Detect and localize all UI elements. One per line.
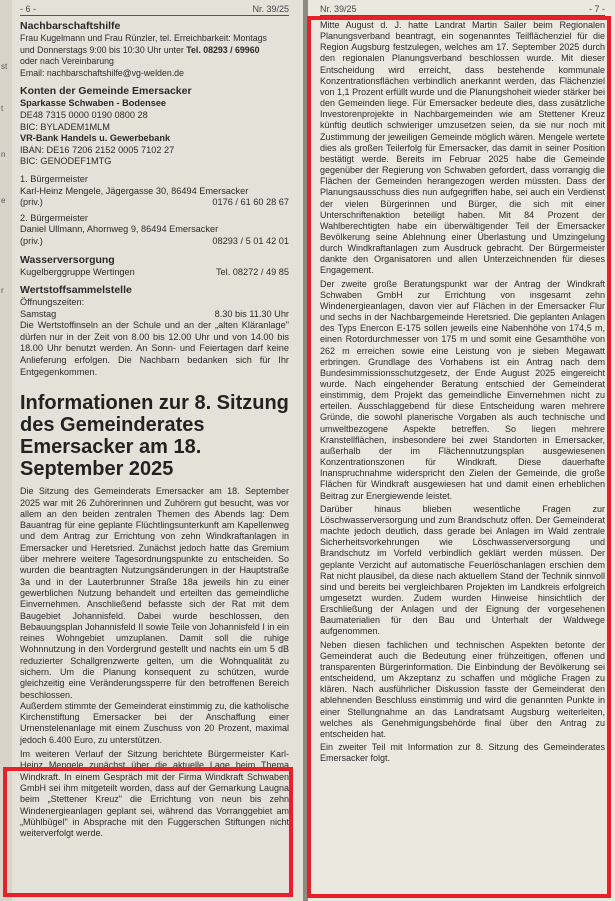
mayor-address: Daniel Ullmann, Ahornweg 9, 86494 Emersacker	[20, 224, 219, 235]
hours-label: Öffnungszeiten:	[20, 297, 85, 308]
hours-row	[20, 309, 289, 321]
article-paragraph: Außerdem stimmte der Gemeinderat einstimmig zu, die katholische Kirchenstiftung Emersacker bei der Anschaffung einer Urnenstelenanlage mit einem Zuschuss von 20 Prozent, maximal jedoch 6.400 Euro, zu unterstützen.	[20, 700, 289, 745]
edge-char: e	[1, 196, 6, 205]
bic: BIC: BYLADEM1MLM	[20, 121, 110, 132]
contact-text	[20, 45, 289, 57]
phone-number: Tel. 08272 / 49 85	[215, 266, 289, 277]
article-paragraph: Im weiteren Verlauf der Sitzung berichtete Bürgermeister Karl-Heinz Mengele zunächst über die aktuelle Lage beim Thema Windkraft. In einem Gespräch mit der Firma Windkraft Schwaben GmbH sei ihm mitgeteilt worden, dass auf der Gemarkung Laugna beim „Stettener Kreuz" die Errichtung von neun bis zehn Windenergieanlagen geplant sei, während das Vorranggebiet am „Mühlbügel" in Absprache mit den Fuggerschen Stiftungen nicht weiterverfolgt werde.	[20, 749, 289, 839]
bank-name: VR-Bank Handels u. Gewerbebank	[20, 133, 171, 144]
edge-char: r	[1, 286, 4, 295]
article-paragraph: Neben diesen fachlichen und technischen Aspekten betonte der Gemeinderat auch die Bedeutung einer frühzeitigen, offenen und transparenten Bürgerinformation. Die Einbindung der Bevölkerung sei entscheidend, um Akzeptanz zu schaffen und mögliche Fragen zu klären. Nach ausführlicher Diskussion fasste der Gemeinderat den ablehnenden Beschluss einstimmig und wird die genannten Punkte in einer Stellungnahme an das Landratsamt Augsburg weiterleiten, welches als Genehmigungsbehörde final über den Antrag zu entscheiden hat.	[320, 639, 605, 739]
phone-number: 0176 / 61 60 28 67	[212, 197, 289, 208]
phone-number: Tel. 08293 / 69960	[186, 44, 260, 55]
article-paragraph: Darüber hinaus blieben wesentliche Fragen zur Löschwasserversorgung und zum Brandschutz offen. Der Gemeinderat machte jedoch deutlich, dass gerade bei Anlagen im Wald zentrale Sicherheitsvorkehrungen wie Löschwasserversorgung und Brandschutz im Vorfeld verbindlich geklärt werden müssen. Der geplante Verzicht auf automatische Feuerlöschanlagen erschien dem Rat nicht plausibel, da diese nach aktuellem Stand der Technik sinnvoll sind und bereits bei vergleichbaren Projekten im Landkreis erfolgreich umgesetzt wurden. Zudem wurden Hinweise hinsichtlich der Erschließung der Anlagen und der Eignung der vorgesehenen Baumaterialien für den Bau und Unterhalt der Waldwege aufgenommen.	[320, 503, 605, 637]
right-page	[308, 0, 615, 901]
hours-day: Samstag	[20, 308, 57, 319]
water-row	[20, 267, 289, 279]
phone-number: 08293 / 5 01 42 01	[212, 235, 289, 246]
article-headline: Informationen zur 8. Sitzung des Gemeinderates Emersacker am 18. September 2025	[20, 392, 289, 481]
bic: BIC: GENODEF1MTG	[20, 156, 112, 167]
article-body	[20, 486, 289, 839]
left-page	[0, 0, 303, 901]
section-title-wertstoff: Wertstoffsammelstelle	[20, 284, 132, 297]
previous-page-edge	[0, 0, 12, 901]
mayor-address: Karl-Heinz Mengele, Jägergasse 30, 86494 Emersacker	[20, 185, 249, 196]
article-continuation	[320, 20, 605, 764]
article-paragraph: Die Sitzung des Gemeinderats Emersacker am 18. September 2025 war mit 26 Zuhörerinnen und Zuhörern gut besucht, was vor allem an den beiden zentralen Themen des Abends lag: Dem Bauantrag für eine geplante Flüchtlingsunterkunft am Kapellenweg und dem Antrag zur Errichtung von zehn Windkraftanlagen in Emersacker und Heretsried. Zunächst jedoch hatte das Gremium über mehrere weitere Tagesordnungspunkte zu entscheiden. So wurden die beantragten Nutzungsänderungen in der Hauptstraße 3a und in der Lauterbrunner Straße 18a jeweils hin zu einer gewerblichen Nutzung behandelt und erteilten das gemeindliche Einvernehmen. Anschließend befasste sich der Rat mit dem Baugebiet Johannisfeld. Dabei wurde beschlossen, den Bebauungsplan Johannisfeld II sowie Teile von Johannisfeld I in ein reines Wohngebiet umzuplanen. Damit soll die ruhige Wohnnutzung in den Vordergrund gestellt und nachts ein um 5 dB reduzierter Schallgrenzwerte gelten, um die Wohnqualität zu sichern. Um die Planung konsequent zu schützen, wurde gleichzeitig eine Veränderungssperre für den betroffenen Bereich beschlossen.	[20, 486, 289, 700]
section-title-wasser: Wasserversorgung	[20, 253, 115, 266]
page-number: - 6 -	[20, 4, 37, 14]
recycling-notice: Die Wertstoffinseln an der Schule und an der „alten Kläranlage" dürfen nur in der Zeit von 8.00 bis 12.00 Uhr und von 14.00 bis 18.00 Uhr benutzt werden. An Sonn- und Feiertagen darf keine Anlieferung erfolgen. Die Nachbarn bedanken sich für Ihr Entgegenkommen.	[20, 320, 289, 377]
priv-label: (priv.)	[20, 235, 43, 246]
iban: IBAN: DE16 7206 2152 0005 7102 27	[20, 144, 175, 155]
page-number: - 7 -	[588, 4, 605, 14]
section-title-nachbarschaftshilfe: Nachbarschaftshilfe	[20, 20, 121, 32]
issue-number: Nr. 39/25	[320, 4, 357, 14]
email-text: Email: nachbarschaftshilfe@vg-welden.de	[20, 67, 184, 78]
page-header-left	[20, 4, 289, 16]
edge-char: t	[1, 104, 4, 113]
contact-text: oder nach Vereinbarung	[20, 56, 114, 67]
article-paragraph: Mitte August d. J. hatte Landrat Martin Sailer beim Regionalen Planungsverband beantragt, ein sogenanntes Teilflächenziel für die Region Augsburg festzulegen, welches am 17. September 2025 durch den regionalen Planungsverband beschlossen wurde. Mit dieser Entscheidung wird erreicht, dass bestehende kommunale Konzentrationsflächen verbindlich anerkannt werden, das Flächenziel von 1,1 Prozent erfüllt wurde und die Planungshoheit wieder stärker bei den Gemeinden liege. Für Emersacker bedeute dies, dass zusätzliche Investorenprojekte in Nachbargemeinden wie am Stettener Kreuz künftig deutlich schwieriger umzusetzen seien, da sie nur noch mit Zustimmung der jeweiligen Gemeinde möglich wären. Mengele wertete dies als großen Teilerfolg für Emersacker, das damit in seiner Position bestätigt werde. Bereits im Februar 2025 habe die Gemeinde gegenüber der Regierung von Schwaben gefordert, dass vorrangig die Flächen der Gemeinden herangezogen werden müssten. Dass der Planungsausschuss dies nun aufgegriffen habe, sei auch ein Verdienst der vielen Bürgerinnen und Bürger, die sich mit einer Unterschriftenaktion beteiligt haben. Mit 84 Prozent der Wahlberechtigten habe ein überwältigender Teil der Emersacker Bevölkerung seine Ablehnung einer Überlastung und Umzingelung durch Windkraftanlagen zum Ausdruck gebracht. Der Bürgermeister dankte den Organisatoren und allen Unterzeichnenden für dieses Engagement.	[320, 20, 605, 276]
issue-number: Nr. 39/25	[252, 4, 289, 14]
bank-name: Sparkasse Schwaben - Bodensee	[20, 98, 167, 109]
mayor-title: 2. Bürgermeister	[20, 212, 88, 223]
mayor-title: 1. Bürgermeister	[20, 173, 88, 184]
hours-time: 8.30 bis 11.30 Uhr	[214, 308, 289, 319]
edge-char: n	[1, 150, 6, 159]
water-supplier: Kugelberggruppe Wertingen	[20, 266, 135, 277]
article-paragraph: Ein zweiter Teil mit Information zur 8. Sitzung des Gemeinderates Emersacker folgt.	[320, 742, 605, 764]
mayor-phone-row	[20, 197, 289, 209]
iban: DE48 7315 0000 0190 0800 28	[20, 109, 148, 120]
priv-label: (priv.)	[20, 197, 43, 208]
mayor-phone-row	[20, 236, 289, 248]
info-section	[20, 20, 289, 378]
page-header-right	[320, 4, 605, 16]
contact-text: Frau Kugelmann und Frau Rünzler, tel. Erreichbarkeit: Montags	[20, 33, 267, 43]
edge-char: st	[1, 62, 8, 71]
article-paragraph: Der zweite große Beratungspunkt war der Antrag der Windkraft Schwaben GmbH zur Errichtung von insgesamt zehn Windenergieanlagen, davon vier auf Flächen in der Emersacker Flur und sechs in der Nachbargemeinde Heretsried. Die geplanten Anlagen des Typs Enercon E-175 sollen jeweils eine Nabenhöhe von 174,5 m, einen Rotordurchmesser von 175 m und somit eine Gesamthöhe von 262 m erreichen sowie eine Leistung von je sieben Megawatt erbringen. Grundlage des Vorhabens ist ein Antrag nach dem Bundesimmissionsschutzgesetz, der Ende August 2025 eingereicht wurde. Nach eingehender Beratung entschied der Gemeinderat einstimmig, dem Projekt das gemeindliche Einvernehmen nicht zu erteilen. Ausschlaggebend für diese Entscheidung waren mehrere Gründe, die sowohl planerische Vorgaben als auch technische und umweltbezogene Aspekte betreffen. So liegen mehrere Kranstellflächen, insbesondere bei zwei Standorten in Emersacker, außerhalb der im Flächennutzungsplan ausgewiesenen Konzentrationszonen für Windkraft. Diese dauerhafte Inanspruchnahme widerspricht den Zielen der Gemeinde, die große Flächen für Windkraft ausgewiesen hat und damit einen erheblichen Beitrag zur Energiewende leistet.	[320, 278, 605, 501]
contact-text: und Donnerstags 9:00 bis 10:30 Uhr unter	[20, 44, 184, 55]
section-title-konten: Konten der Gemeinde Emersacker	[20, 85, 192, 98]
